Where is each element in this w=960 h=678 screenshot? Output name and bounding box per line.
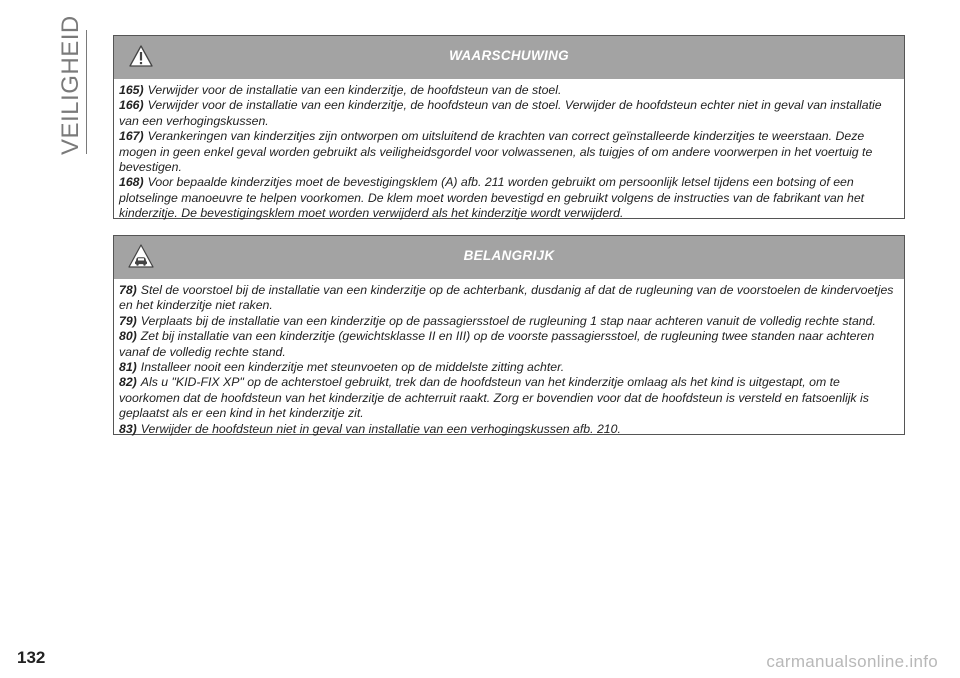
warning-item-number: 167) — [119, 129, 144, 144]
warning-item-text: Voor bepaalde kinderzitjes moet de bevestigingsklem (A) afb. 211 worden gebruikt om persoonlijk letsel tijdens een botsing of een plotselinge manoeuvre te helpen voorkomen. De klem moet worden bevestigd en gebruikt volgens de instructies van de fabrikant van het kinderzitje. De bevestigingsklem moet worden verwijderd als het kinderzitje wordt verwijderd. — [119, 175, 865, 221]
important-item-82 — [119, 375, 898, 421]
warning-item-number: 165) — [119, 83, 144, 97]
important-item-text: Als u "KID-FIX XP" op de achterstoel gebruikt, trek dan de hoofdsteun van het kinderzitje omlaag als het kind is uitgestapt, om te voorkomen dat de hoofdsteun van het kinderzitje de achterruit raakt. Zorg er bovendien voor dat de hoofdsteun is versteld en fatsoenlijk is geplaatst als er een kind in het kinderzitje zit. — [119, 375, 869, 421]
page-number: 132 — [17, 648, 46, 667]
important-item-80 — [119, 329, 898, 360]
important-item-number: 78) — [119, 283, 137, 297]
section-tab — [56, 15, 86, 155]
important-title: BELANGRIJK — [463, 248, 555, 263]
warning-item-166 — [119, 98, 898, 129]
section-tab-rule — [86, 30, 87, 154]
section-tab-label: VEILIGHEID — [57, 15, 84, 155]
warning-item-168 — [119, 175, 898, 221]
important-item-text: Installeer nooit een kinderzitje met steunvoeten op de middelste zitting achter. — [140, 360, 565, 375]
warning-box — [113, 35, 905, 219]
important-item-text: Verwijder de hoofdsteun niet in geval van installatie van een verhogingskussen afb. 210. — [140, 421, 621, 436]
important-item-number: 80) — [119, 329, 137, 344]
warning-item-text: Verwijder voor de installatie van een kinderzitje, de hoofdsteun van de stoel. — [147, 83, 562, 97]
important-list — [114, 279, 904, 442]
important-item-number: 83) — [119, 421, 137, 436]
warning-item-number: 168) — [119, 175, 144, 190]
warning-list — [114, 79, 904, 227]
warning-item-text: Verankeringen van kinderzitjes zijn ontworpen om uitsluitend de krachten van correct geïnstalleerde kinderzitjes te weerstaan. Deze mogen in geen enkel geval worden gebruikt als veiligheidsgordel voor volwassenen, als tuigjes of om andere voorwerpen in het voertuig te bevestigen. — [119, 129, 873, 175]
warning-header — [114, 36, 904, 79]
important-item-83 — [119, 422, 898, 437]
important-item-text: Zet bij installatie van een kinderzitje (gewichtsklasse II en III) op de voorste passagiersstoel, de rugleuning twee standen naar achteren vanaf de volledig rechte stand. — [119, 329, 875, 359]
warning-item-167 — [119, 129, 898, 175]
important-item-number: 81) — [119, 360, 137, 375]
warning-item-number: 166) — [119, 98, 144, 113]
important-item-number: 82) — [119, 375, 137, 390]
watermark[interactable]: carmanualsonline.info — [766, 652, 938, 671]
important-item-text: Verplaats bij de installatie van een kinderzitje op de passagiersstoel de rugleuning 1 stap naar achteren vanuit de volledig rechte stand. — [140, 313, 876, 328]
important-box — [113, 235, 905, 435]
warning-item-text: Verwijder voor de installatie van een kinderzitje, de hoofdsteun van de stoel. Verwijder de hoofdsteun echter niet in geval van installatie van een verhogingskussen. — [119, 98, 882, 128]
important-item-78 — [119, 283, 898, 314]
important-item-number: 79) — [119, 313, 137, 328]
important-header — [114, 236, 904, 279]
warning-title: WAARSCHUWING — [449, 48, 569, 63]
warning-item-165 — [119, 83, 898, 98]
important-item-79 — [119, 314, 898, 329]
important-item-81 — [119, 360, 898, 375]
important-item-text: Stel de voorstoel bij de installatie van een kinderzitje op de achterbank, dusdanig af dat de rugleuning van de voorstoelen de kindervoetjes en het kinderzitje niet raken. — [119, 283, 894, 313]
